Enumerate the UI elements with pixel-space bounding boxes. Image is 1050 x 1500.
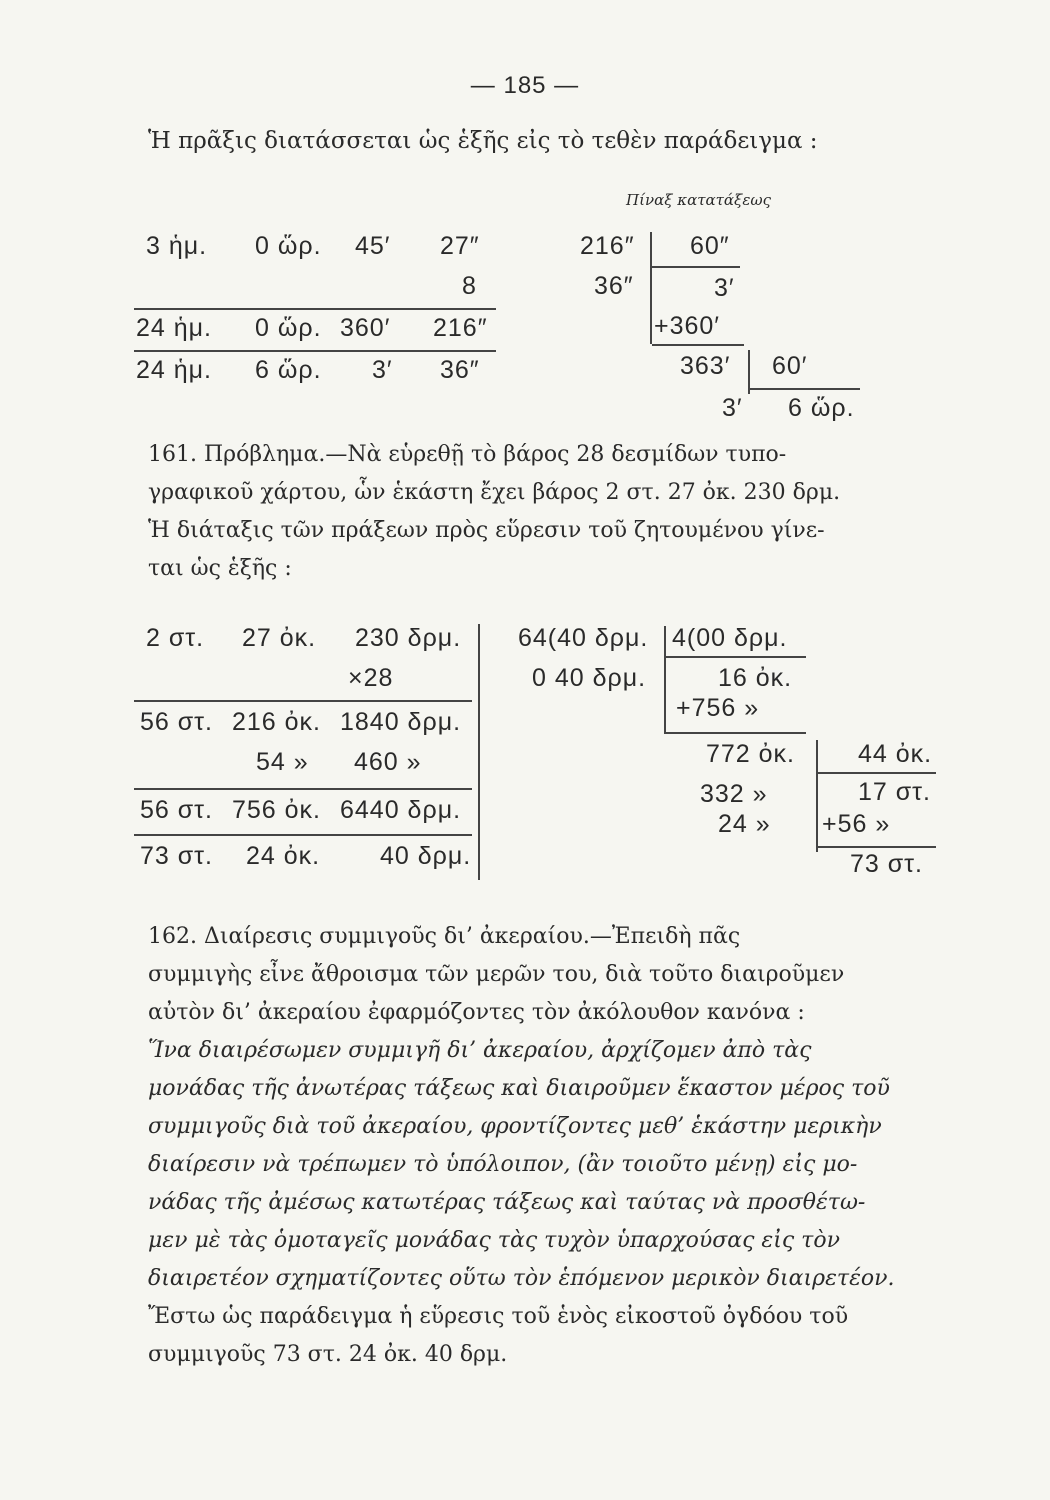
calc1-r2c1: 0 ὥρ. [255,314,322,342]
div2-vrule-2 [816,740,818,852]
div2-right-1: 17 στ. [858,778,932,806]
table-rule-3 [750,388,860,390]
s162-line-2: συμμιγὴς εἶνε ἄθροισμα τῶν μερῶν του, διὰ τοῦτο διαιροῦμεν [148,962,845,987]
calc2-r0c2: 230 δρμ. [355,624,462,652]
div2-rule-4 [818,846,936,848]
calc2-r5c1: 24 ὀκ. [246,842,321,870]
rule-line-1: Ἵνα διαιρέσωμεν συμμιγῆ δι’ ἀκεραίου, ἀρχίζομεν ἀπὸ τὰς [148,1038,812,1063]
calc2-r4c0: 56 στ. [140,796,214,824]
calc2-rule-3 [134,834,472,836]
calc2-r5c2: 40 δρμ. [380,842,472,870]
table-vrule-1 [650,232,652,344]
div2-rule-3 [818,772,936,774]
calc1-rule-1 [134,308,496,310]
calc2-r2c2: 1840 δρμ. [340,708,462,736]
p161-line-1: 161. Πρόβλημα.—Νὰ εὑρεθῇ τὸ βάρος 28 δεσμίδων τυπο- [148,442,787,467]
calc1-r2c0: 24 ἡμ. [136,314,213,342]
table-c2-1: 3′ [714,274,735,302]
div2-rule-2 [666,732,806,734]
div2-rule-1 [666,656,806,658]
rule-line-2: μονάδας τῆς ἀνωτέρας τάξεως καὶ διαιροῦμεν ἕκαστον μέρος τοῦ [148,1076,890,1101]
problem-161 [148,436,938,588]
calc2-r2c1: 216 ὀκ. [232,708,322,736]
calc2-rule-1 [134,700,472,702]
calc2-r3c2: 460 » [354,748,422,776]
calc1-r3c3: 36″ [440,356,480,384]
rule-line-7: διαιρετέον σχηματίζοντες οὕτω τὸν ἑπόμενον μερικὸν διαιρετέον. [148,1266,895,1291]
div2-mid-5: 24 » [718,810,771,838]
s162-line-3: αὐτὸν δι’ ἀκεραίου ἐφαρμόζοντες τὸν ἀκόλουθον κανόνα : [148,1000,805,1025]
rule-line-4: διαίρεσιν νὰ τρέπωμεν τὸ ὑπόλοιπον, (ἂν τοιοῦτο μένῃ) εἰς μο- [148,1152,858,1177]
div2-mid-0: 4(00 δρμ. [672,624,788,652]
calc2-r3c1: 54 » [256,748,309,776]
calc1-r2c2: 360′ [340,314,391,342]
calc1-r3c1: 6 ὥρ. [255,356,322,384]
table-c4-0: 60′ [772,352,808,380]
calc1-r2c3: 216″ [433,314,488,342]
table-c1-1: 36″ [594,272,634,300]
rule-line-3: συμμιγοῦς διὰ τοῦ ἀκεραίου, φροντίζοντες μεθ’ ἑκάστην μερικὴν [148,1114,882,1139]
calc1-r0c1: 0 ὥρ. [255,232,322,260]
example-line-1: Ἔστω ὡς παράδειγμα ἡ εὕρεσις τοῦ ἑνὸς εἰκοστοῦ ὀγδόου τοῦ [148,1304,849,1329]
table-c2-2: +360′ [654,312,720,340]
calc2-r0c1: 27 ὀκ. [242,624,317,652]
calc1-r3c0: 24 ἡμ. [136,356,213,384]
calc1-rule-2 [134,350,496,352]
div2-vrule-1 [664,626,666,734]
calc2-r2c0: 56 στ. [140,708,214,736]
table-c2-0: 60″ [690,232,730,260]
calc1-r3c2: 3′ [372,356,393,384]
intro-line: Ἡ πρᾶξις διατάσσεται ὡς ἑξῆς εἰς τὸ τεθὲν παράδειγμα : [148,128,818,154]
div2-left-1: 0 40 δρμ. [532,664,647,692]
calc2-r4c2: 6440 δρμ. [340,796,462,824]
table-rule-1 [652,266,740,268]
rule-line-6: μεν μὲ τὰς ὁμοταγεῖς μονάδας τὰς τυχὸν ὑπαρχούσας εἰς τὸν [148,1228,840,1253]
div2-mid-4: 332 » [700,780,768,808]
table-c3-1: 3′ [722,394,743,422]
calc2-vrule [478,624,480,880]
calc1-r1c3: 8 [462,272,477,300]
calc2-r5c0: 73 στ. [140,842,214,870]
calc2-r4c1: 756 ὀκ. [232,796,322,824]
table-title: Πίναξ κατατάξεως [626,191,772,209]
table-c1-0: 216″ [580,232,635,260]
calc2-r0c0: 2 στ. [146,624,205,652]
div2-right-0: 44 ὀκ. [858,740,933,768]
section-162 [148,918,938,1374]
div2-left-0: 64(40 δρμ. [518,624,649,652]
div2-mid-2: +756 » [676,694,760,722]
table-c3-0: 363′ [680,352,731,380]
calc2-r1c2: ×28 [348,664,394,692]
table-c4-1: 6 ὥρ. [788,394,855,422]
example-line-2: συμμιγοῦς 73 στ. 24 ὀκ. 40 δρμ. [148,1342,508,1367]
rule-line-5: νάδας τῆς ἀμέσως κατωτέρας τάξεως καὶ ταύτας νὰ προσθέτω- [148,1190,866,1215]
div2-mid-1: 16 ὀκ. [718,664,793,692]
page-number: — 185 — [470,72,580,99]
p161-line-2: γραφικοῦ χάρτου, ὧν ἑκάστη ἔχει βάρος 2 στ. 27 ὀκ. 230 δρμ. [148,480,841,505]
div2-right-3: 73 στ. [850,850,924,878]
p161-line-3: Ἡ διάταξις τῶν πράξεων πρὸς εὕρεσιν τοῦ ζητουμένου γίνε- [148,518,825,543]
calc1-r0c2: 45′ [355,232,391,260]
div2-right-2: +56 » [822,810,891,838]
div2-mid-3: 772 ὀκ. [706,740,796,768]
p161-line-4: ται ὡς ἑξῆς : [148,556,292,581]
calc1-r0c0: 3 ἡμ. [146,232,208,260]
calc1-r0c3: 27″ [440,232,480,260]
s162-line-1: 162. Διαίρεσις συμμιγοῦς δι’ ἀκεραίου.—Ἐπειδὴ πᾶς [148,924,741,949]
table-rule-2 [652,344,744,346]
calc2-rule-2 [134,788,472,790]
